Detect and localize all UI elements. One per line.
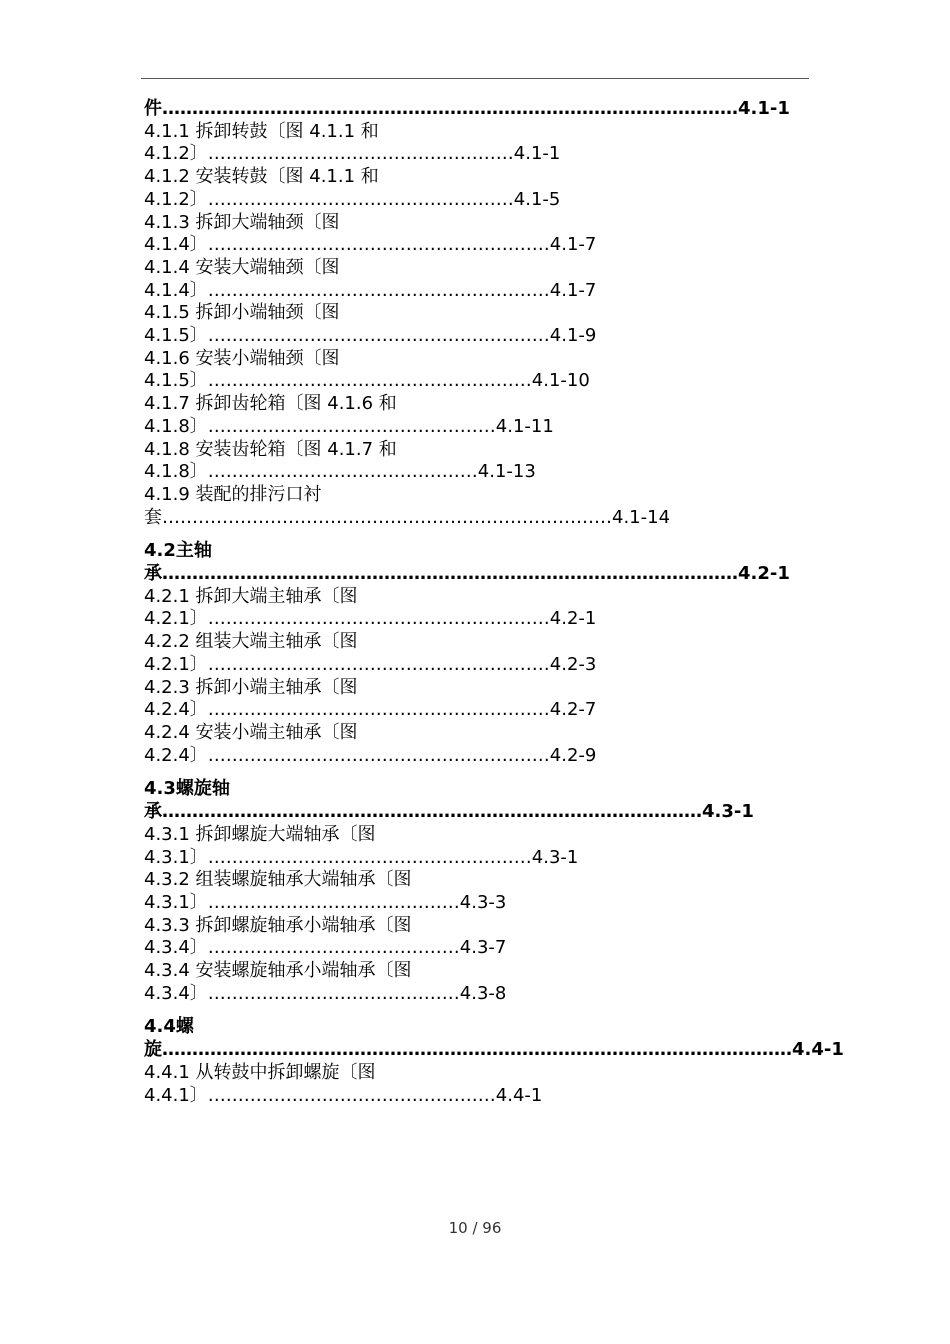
toc-entry-4-3-4[interactable]: 4.3.4 安装螺旋轴承小端轴承〔图: [144, 960, 412, 982]
page-number: 10 / 96: [448, 1219, 502, 1237]
toc-entry-4-1-7-cont[interactable]: 4.1.8〕…………………………………………4.1-11: [144, 415, 554, 437]
toc-section-4-4[interactable]: 4.4螺: [144, 1016, 194, 1038]
toc-entry-4-2-2[interactable]: 4.2.2 组装大端主轴承〔图: [144, 631, 358, 653]
toc-entry-4-2-3-cont[interactable]: 4.2.4〕…………………………………………………4.2-7: [144, 699, 597, 721]
section-gap: [144, 767, 804, 778]
toc-entry-4-1-4-cont[interactable]: 4.1.4〕…………………………………………………4.1-7: [144, 279, 597, 301]
toc-entry-4-1-8[interactable]: 4.1.8 安装齿轮箱〔图 4.1.7 和: [144, 438, 397, 460]
toc-entry-4-1-8-cont[interactable]: 4.1.8〕………………………………………4.1-13: [144, 461, 536, 483]
toc-section-4-1-tail[interactable]: 件……………………………………………………………………………………4.1-1: [144, 98, 790, 119]
header-rule: [141, 78, 809, 79]
toc-entry-4-1-7[interactable]: 4.1.7 拆卸齿轮箱〔图 4.1.6 和: [144, 393, 397, 415]
toc-section-4-3[interactable]: 4.3螺旋轴: [144, 778, 230, 800]
toc-entry-4-1-1[interactable]: 4.1.1 拆卸转鼓〔图 4.1.1 和: [144, 120, 379, 142]
toc-section-4-4-cont[interactable]: 旋……………………………………………………………………………………………4.4-1: [144, 1039, 844, 1061]
toc-entry-4-1-3-cont[interactable]: 4.1.4〕…………………………………………………4.1-7: [144, 234, 597, 256]
toc-entry-4-2-1[interactable]: 4.2.1 拆卸大端主轴承〔图: [144, 585, 358, 607]
toc-entry-4-2-4-cont[interactable]: 4.2.4〕…………………………………………………4.2-9: [144, 744, 597, 766]
toc-entry-4-1-9-cont[interactable]: 套…………………………………………………………………4.1-14: [144, 506, 671, 528]
toc-entry-4-3-1[interactable]: 4.3.1 拆卸螺旋大端轴承〔图: [144, 823, 376, 845]
toc-entry-4-3-1-cont[interactable]: 4.3.1〕………………………………………………4.3-1: [144, 846, 579, 868]
toc-entry-4-1-4[interactable]: 4.1.4 安装大端轴颈〔图: [144, 256, 340, 278]
toc-entry-4-1-1-cont[interactable]: 4.1.2〕……………………………………………4.1-1: [144, 143, 561, 165]
toc-entry-4-1-5-cont[interactable]: 4.1.5〕…………………………………………………4.1-9: [144, 325, 597, 347]
toc-entry-4-1-5[interactable]: 4.1.5 拆卸小端轴颈〔图: [144, 302, 340, 324]
toc-entry-4-1-3[interactable]: 4.1.3 拆卸大端轴颈〔图: [144, 211, 340, 233]
toc-entry-4-3-3-cont[interactable]: 4.3.4〕……………………………………4.3-7: [144, 937, 507, 959]
toc-entry-4-1-2-cont[interactable]: 4.1.2〕……………………………………………4.1-5: [144, 188, 561, 210]
toc-entry-4-1-9[interactable]: 4.1.9 装配的排污口衬: [144, 483, 322, 505]
toc-entry-4-4-1-cont[interactable]: 4.4.1〕…………………………………………4.4-1: [144, 1084, 543, 1106]
toc-entry-4-3-4-cont[interactable]: 4.3.4〕……………………………………4.3-8: [144, 982, 507, 1004]
table-of-contents: [144, 98, 844, 1107]
toc-entry-4-3-3[interactable]: 4.3.3 拆卸螺旋轴承小端轴承〔图: [144, 914, 412, 936]
toc-entry-4-2-3[interactable]: 4.2.3 拆卸小端主轴承〔图: [144, 676, 358, 698]
toc-entry-4-3-2-cont[interactable]: 4.3.1〕……………………………………4.3-3: [144, 891, 507, 913]
toc-entry-4-2-1-cont[interactable]: 4.2.1〕…………………………………………………4.2-1: [144, 608, 597, 630]
section-gap: [144, 529, 804, 540]
toc-entry-4-3-2[interactable]: 4.3.2 组装螺旋轴承大端轴承〔图: [144, 869, 412, 891]
toc-entry-4-1-2[interactable]: 4.1.2 安装转鼓〔图 4.1.1 和: [144, 166, 379, 188]
toc-entry-4-2-2-cont[interactable]: 4.2.1〕…………………………………………………4.2-3: [144, 653, 597, 675]
toc-entry-4-1-6[interactable]: 4.1.6 安装小端轴颈〔图: [144, 347, 340, 369]
toc-section-4-3-cont[interactable]: 承………………………………………………………………………………4.3-1: [144, 801, 754, 823]
toc-entry-4-1-6-cont[interactable]: 4.1.5〕………………………………………………4.1-10: [144, 370, 590, 392]
toc-entry-4-2-4[interactable]: 4.2.4 安装小端主轴承〔图: [144, 721, 358, 743]
toc-entry-4-4-1[interactable]: 4.4.1 从转鼓中拆卸螺旋〔图: [144, 1061, 376, 1083]
toc-section-4-2[interactable]: 4.2主轴: [144, 540, 212, 562]
section-gap: [144, 1005, 804, 1016]
toc-section-4-2-cont[interactable]: 承……………………………………………………………………………………4.2-1: [144, 563, 790, 585]
